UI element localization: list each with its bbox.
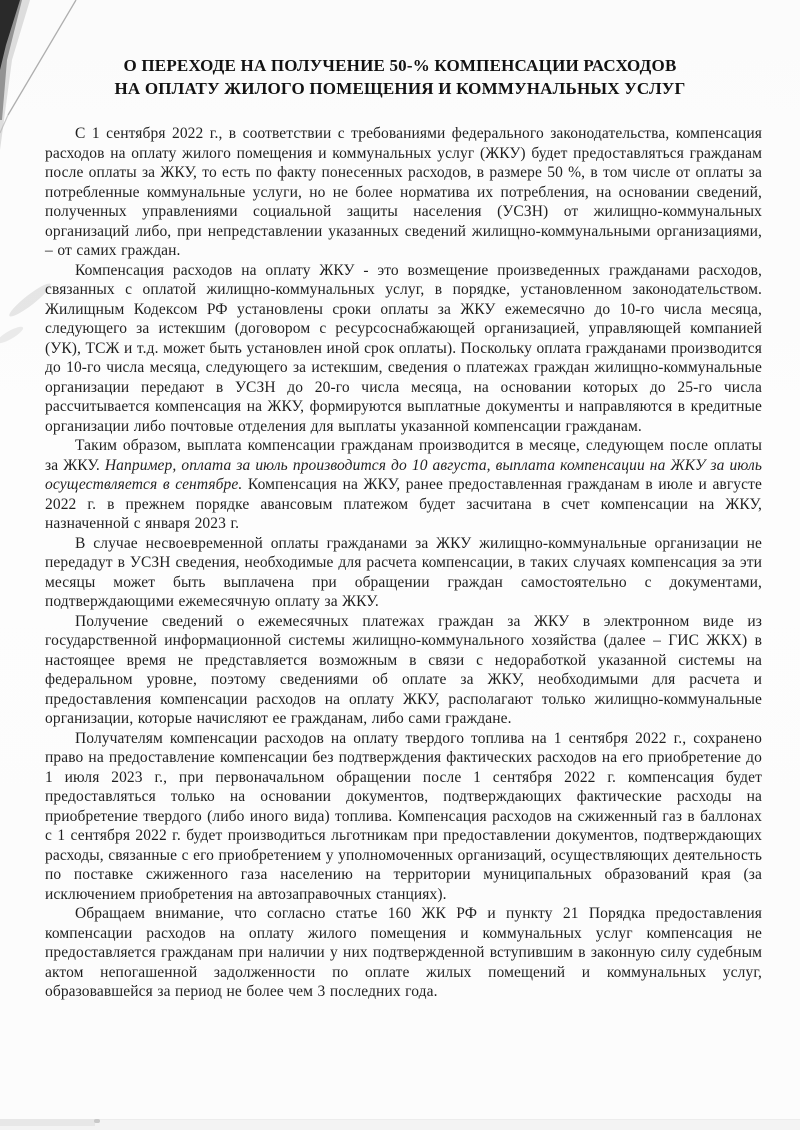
paragraph-late-payment: В случае несвоевременной оплаты гражданами за ЖКУ жилищно-коммунальные организации не передадут в УСЗН сведения, необходимые для расчета компенсации, в таких случаях компенсация за эти месяцы может быть выплачена при обращении граждан самостоятельно с документами, подтверждающими ежемесячную оплату за ЖКУ. — [45, 534, 762, 610]
crease-line-tail — [0, 115, 8, 133]
paragraph-gis-zhkh: Получение сведений о ежемесячных платежах граждан за ЖКУ в электронном виде из государственной информационной системы жилищно-коммунального хозяйства (далее – ГИС ЖКХ) в настоящее время не представляется возможным в связи с недоработкой указанной системы на федеральном уровне, поэтому сведениями об оплате за ЖКУ, необходимыми для расчета и предоставления компенсации расходов на оплату ЖКУ, располагают только жилищно-коммунальные организации, которые начисляют ее гражданам, либо сами граждане. — [45, 612, 762, 727]
paragraph-payment-month — [45, 436, 762, 534]
paragraph-payment-month-lead: Таким образом, выплата компенсации гражданам производится в месяце, следующем после оплаты за ЖКУ. — [45, 437, 762, 474]
document-title — [60, 54, 740, 100]
corner-fold-dark-shadow — [0, 0, 20, 70]
paragraph-payment-month-tail: Компенсация на ЖКУ, ранее предоставленная гражданам в июле и августе 2022 г. в прежнем порядке авансовым платежом будет засчитана в счет компенсации на ЖКУ, назначенной с января 2023 г. — [45, 476, 762, 532]
document-body — [45, 124, 762, 1002]
corner-fold-halo — [0, 0, 30, 150]
paragraph-debt-warning: Обращаем внимание, что согласно статье 160 ЖК РФ и пункту 21 Порядка предоставления компенсации расходов на оплату жилого помещения и коммунальных услуг компенсация не предоставляется гражданам при наличии у них подтвержденной вступившим в законную силу судебным актом непогашенной задолженности по оплате жилых помещений и коммунальных услуг, образовавшейся за период не более чем 3 последних года. — [45, 905, 762, 1000]
paragraph-definition-and-deadlines: Компенсация расходов на оплату ЖКУ - это возмещение произведенных гражданами расходов, связанных с оплатой жилищно-коммунальных услуг, в порядке, установленном законодательством. Жилищным Кодексом РФ установлены сроки оплаты за ЖКУ ежемесячно до 10-го числа месяца, следующего за истекшим (договором с ресурсоснабжающей организацией, управляющей компанией (УК), ТСЖ и т.д. может быть установлен иной срок оплаты). Поскольку оплата гражданами производится до 10-го числа месяца, следующего за истекшим, сведения о платежах граждан жилищно-коммунальные организации передают в УСЗН до 20-го числа месяца, на основании которых до 25-го числа рассчитывается компенсация на ЖКУ, формируются выплатные документы и направляются в кредитные организации либо почтовые отделения для выплаты указанной компенсации гражданам. — [45, 261, 762, 435]
corner-fold-mid-shadow — [0, 0, 22, 120]
bottom-scan-edge — [0, 1119, 800, 1130]
crease-smudge-lower — [0, 324, 25, 346]
title-line-2: НА ОПЛАТУ ЖИЛОГО ПОМЕЩЕНИЯ И КОММУНАЛЬНЫХ УСЛУГ — [114, 79, 686, 98]
bottom-scan-edge-left-shadow — [0, 1119, 95, 1126]
paragraph-solid-fuel-and-gas: Получателям компенсации расходов на оплату твердого топлива на 1 сентября 2022 г., сохранено право на предоставление компенсации без подтверждения фактических расходов на его приобретение до 1 июля 2023 г., при первоначальном обращении после 1 сентября 2022 г. компенсация будет предоставляться только на основании документов, подтверждающих фактические расходы на приобретение твердого (либо иного вида) топлива. Компенсация расходов на сжиженный газ в баллонах с 1 сентября 2022 г. будет производиться льготникам при предоставлении документов, подтверждающих расходы, связанные с его приобретением у уполномоченных организаций, осуществляющих деятельность по поставке сжиженного газа населению на территории муниципальных образований края (за исключением приобретения на автозаправочных станциях). — [45, 729, 762, 903]
title-line-1: О ПЕРЕХОДЕ НА ПОЛУЧЕНИЕ 50-% КОМПЕНСАЦИИ РАСХОДОВ — [123, 56, 677, 75]
paragraph-intro: С 1 сентября 2022 г., в соответствии с требованиями федерального законодательства, компенсация расходов на оплату жилого помещения и коммунальных услуг (ЖКУ) будет предоставляться гражданам после оплаты за ЖКУ, то есть по факту понесенных расходов, в размере 50 %, в том числе от оплаты за потребленные коммунальные услуги, но не более норматива их потребления, на основании сведений, полученных управлениями социальной защиты населения (УСЗН) от жилищно-коммунальных организаций либо, при непредставлении указанных сведений жилищно-коммунальными организациями, – от самих граждан. — [45, 125, 762, 259]
bottom-scan-speck — [94, 1119, 100, 1123]
paragraph-payment-month-example-italic: Например, оплата за июль производится до 10 августа, выплата компенсации на ЖКУ за июль осуществляется в сентябре. — [45, 456, 763, 493]
